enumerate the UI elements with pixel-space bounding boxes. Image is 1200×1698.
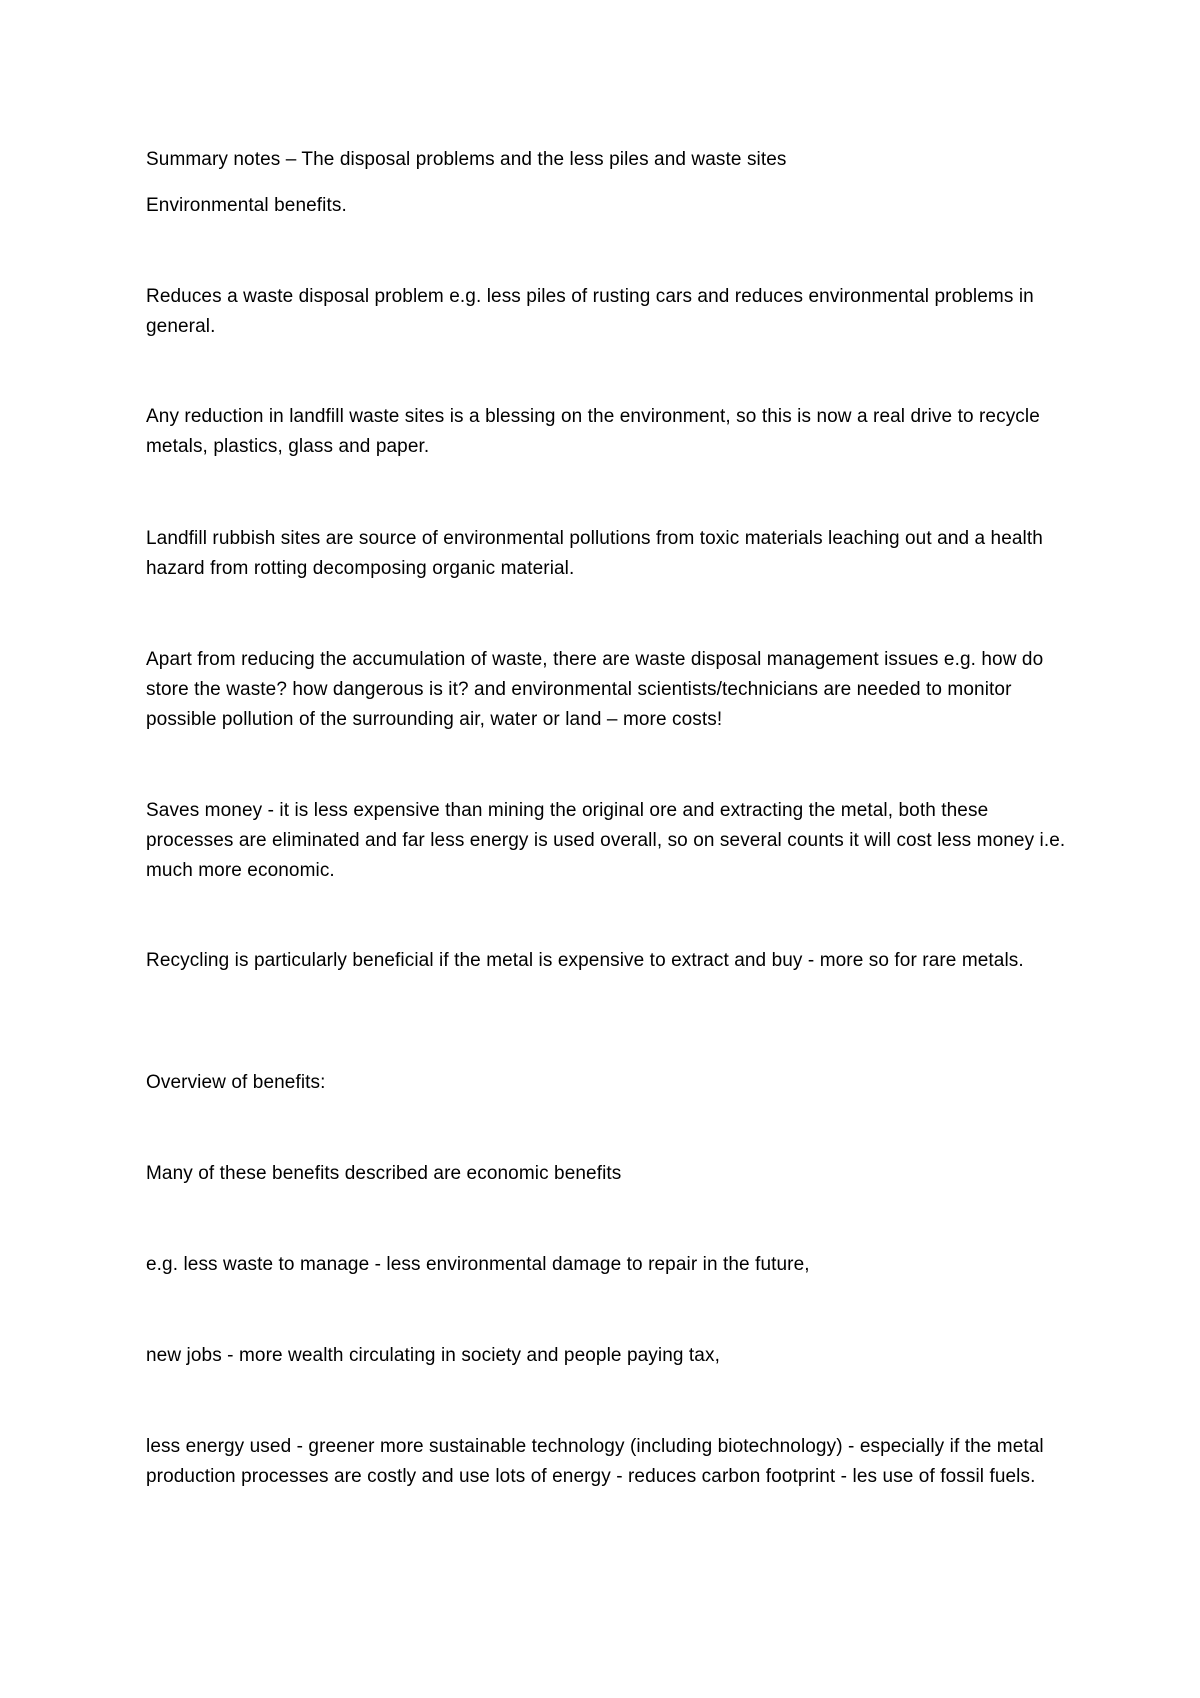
paragraph: Any reduction in landfill waste sites is a blessing on the environment, so this is now a real drive to recycle metals, plastics, glass and paper. (146, 406, 1040, 457)
paragraph: Reduces a waste disposal problem e.g. less piles of rusting cars and reduces environmental problems in general. (146, 286, 1034, 337)
paragraph: Saves money - it is less expensive than mining the original ore and extracting the metal, both these processes are eliminated and far less energy is used overall, so on several counts it will cost less money i.e. much more economic. (146, 800, 1066, 881)
paragraph: e.g. less waste to manage - less environmental damage to repair in the future, (146, 1254, 810, 1275)
overview-heading: Overview of benefits: (146, 1072, 326, 1093)
paragraph: Many of these benefits described are economic benefits (146, 1163, 622, 1184)
paragraph: less energy used - greener more sustainable technology (including biotechnology) - especially if the metal production processes are costly and use lots of energy - reduces carbon footprint - les use of fossil fuels. (146, 1436, 1044, 1487)
section-heading: Environmental benefits. (146, 195, 347, 216)
document-title: Summary notes – The disposal problems and the less piles and waste sites (146, 149, 787, 170)
paragraph: Apart from reducing the accumulation of waste, there are waste disposal management issues e.g. how do store the waste? how dangerous is it? and environmental scientists/technicians are needed to monitor possible pollution of the surrounding air, water or land – more costs! (146, 649, 1044, 730)
paragraph: Recycling is particularly beneficial if the metal is expensive to extract and buy - more so for rare metals. (146, 950, 1024, 971)
paragraph: Landfill rubbish sites are source of environmental pollutions from toxic materials leaching out and a health hazard from rotting decomposing organic material. (146, 528, 1043, 579)
paragraph: new jobs - more wealth circulating in society and people paying tax, (146, 1345, 720, 1366)
